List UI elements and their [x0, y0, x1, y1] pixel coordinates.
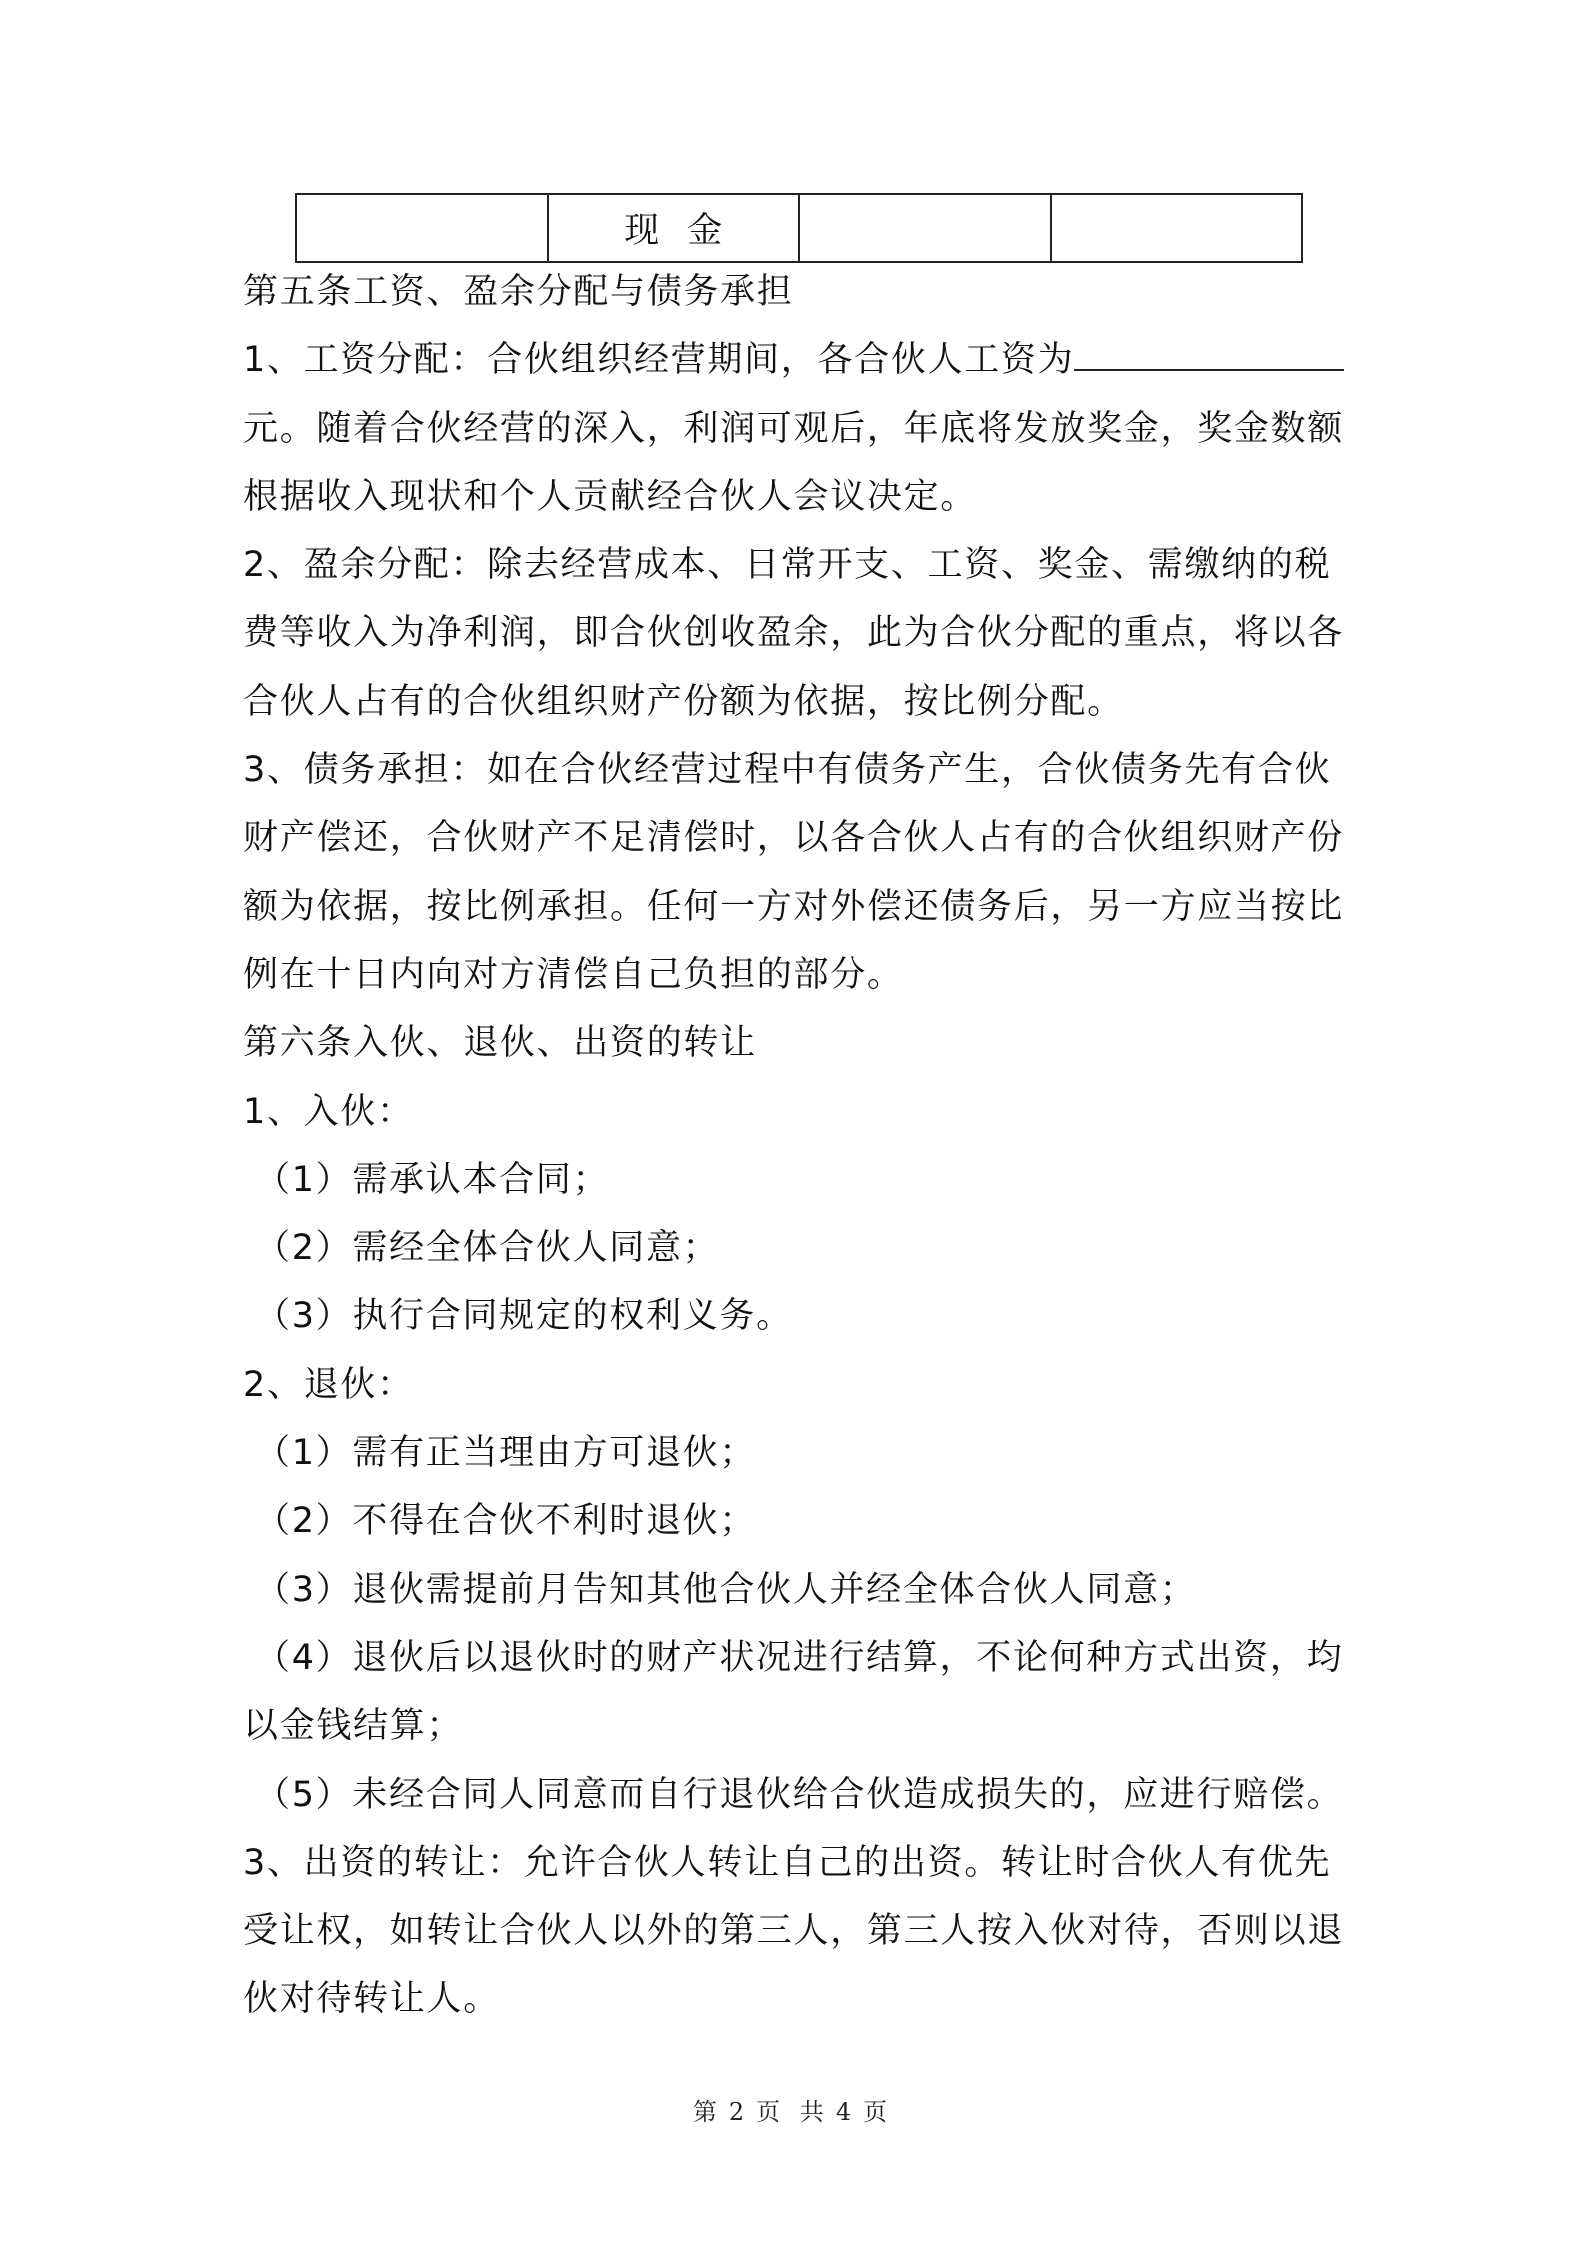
table-cell-empty — [1051, 194, 1303, 262]
transfer-clause-line-1: 3、出资的转让：允许合伙人转让自己的出资。转让时合伙人有优先 — [243, 1842, 1332, 1883]
table-row — [296, 194, 1302, 262]
footer-prefix: 第 — [692, 2098, 723, 2126]
surplus-clause-line-1: 2、盈余分配：除去经营成本、日常开支、工资、奖金、需缴纳的税 — [243, 545, 1332, 586]
footer-suffix: 页 — [863, 2098, 894, 2126]
footer-middle: 页 共 — [756, 2098, 830, 2126]
exit-condition-4-line-2: 以金钱结算； — [243, 1706, 464, 1747]
debt-clause-line-2: 财产偿还，合伙财产不足清偿时，以各合伙人占有的合伙组织财产份 — [243, 818, 1345, 859]
surplus-clause-line-2: 费等收入为净利润，即合伙创收盈余，此为合伙分配的重点，将以各 — [243, 613, 1345, 654]
join-condition-1: （1）需承认本合同； — [255, 1159, 610, 1200]
table-cell-empty — [799, 194, 1051, 262]
surplus-clause-line-3: 合伙人占有的合伙组织财产份额为依据，按比例分配。 — [243, 681, 1124, 722]
debt-clause-line-4: 例在十日内向对方清偿自己负担的部分。 — [243, 954, 904, 995]
exit-condition-1: （1）需有正当理由方可退伙； — [255, 1433, 757, 1474]
wage-clause-line-3: 根据收入现状和个人贡献经合伙人会议决定。 — [243, 476, 978, 517]
article-5-heading: 第五条工资、盈余分配与债务承担 — [243, 272, 794, 312]
transfer-clause-line-2: 受让权，如转让合伙人以外的第三人，第三人按入伙对待，否则以退 — [243, 1911, 1345, 1952]
contribution-table-fragment — [295, 193, 1303, 263]
cash-label-cell: 现金 — [548, 194, 800, 262]
article-6-heading: 第六条入伙、退伙、出资的转让 — [243, 1023, 757, 1064]
join-condition-2: （2）需经全体合伙人同意； — [255, 1228, 720, 1269]
contract-body — [243, 258, 1358, 2034]
join-condition-3: （3）执行合同规定的权利义务。 — [255, 1296, 793, 1337]
current-page-number: 2 — [728, 2098, 751, 2126]
wage-amount-blank — [1074, 341, 1344, 371]
page-footer — [0, 2092, 1586, 2127]
exit-condition-3: （3）退伙需提前月告知其他合伙人并经全体合伙人同意； — [255, 1569, 1197, 1610]
exit-condition-2: （2）不得在合伙不利时退伙； — [255, 1501, 757, 1542]
transfer-clause-line-3: 伙对待转让人。 — [243, 1979, 500, 2020]
total-page-count: 4 — [835, 2098, 858, 2126]
join-title: 1、入伙： — [243, 1091, 414, 1132]
debt-clause-line-3: 额为依据，按比例承担。任何一方对外偿还债务后，另一方应当按比 — [243, 886, 1345, 927]
debt-clause-line-1: 3、债务承担：如在合伙经营过程中有债务产生，合伙债务先有合伙 — [243, 750, 1332, 791]
wage-clause-line-1 — [243, 326, 1358, 394]
table-cell-empty — [296, 194, 548, 262]
exit-condition-4-line-1: （4）退伙后以退伙时的财产状况进行结算，不论何种方式出资，均 — [255, 1637, 1344, 1678]
wage-clause-line-2: 元。随着合伙经营的深入，利润可观后，年底将发放奖金，奖金数额 — [243, 408, 1345, 449]
wage-clause-text: 1、工资分配：合伙组织经营期间，各合伙人工资为 — [243, 340, 1075, 381]
exit-condition-5: （5）未经合同人同意而自行退伙给合伙造成损失的，应进行赔偿。 — [255, 1774, 1344, 1815]
exit-title: 2、退伙： — [243, 1364, 414, 1405]
